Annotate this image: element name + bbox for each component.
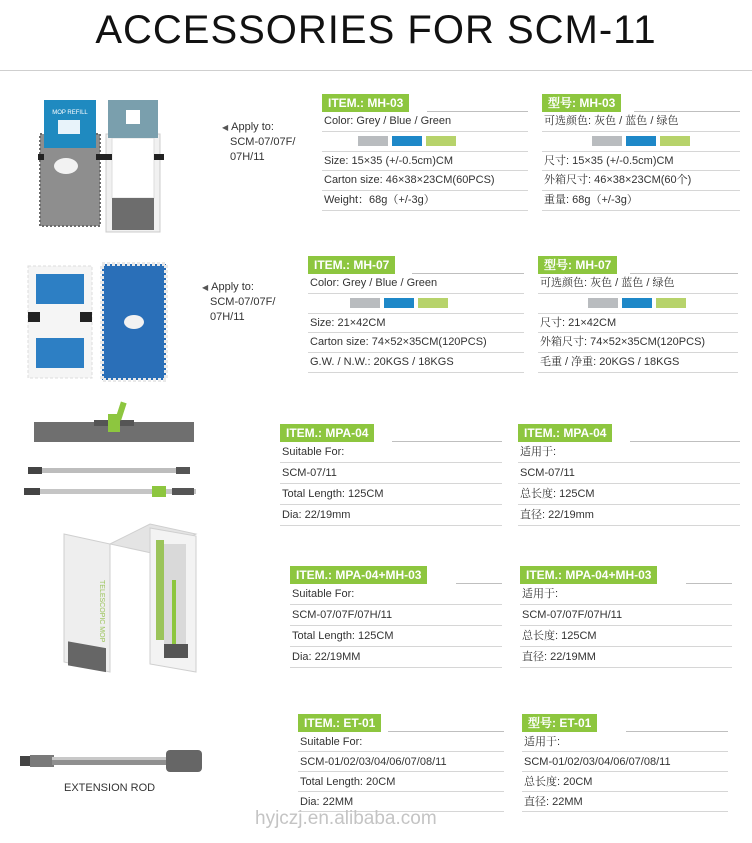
diameter-row: 直径: 22/19MM	[520, 647, 732, 668]
grey-swatch	[588, 298, 618, 308]
item-tag: ITEM.: MH-03	[322, 94, 409, 112]
package-label: MOP REFILL	[52, 110, 88, 116]
mh03-spec-cn	[542, 94, 740, 211]
models-row: SCM-01/02/03/04/06/07/08/11	[522, 752, 728, 772]
color-swatches	[542, 132, 740, 152]
mpa04mh03-spec-en	[290, 566, 502, 668]
grey-swatch	[358, 136, 388, 146]
size-row: Size: 21×42CM	[308, 314, 524, 334]
length-row: Total Length: 20CM	[298, 772, 504, 792]
diameter-row: 直径: 22/19mm	[518, 505, 740, 526]
item-tag: ITEM.: MH-07	[308, 256, 395, 274]
et01-spec-en	[298, 714, 504, 812]
diameter-row: Dia: 22/19mm	[280, 505, 502, 526]
weight-row: 毛重 / 净重: 20KGS / 18KGS	[538, 353, 738, 373]
item-tag: ITEM.: MPA-04	[518, 424, 612, 442]
color-swatches	[308, 294, 524, 314]
apply-models-line1: SCM-07/07F/	[230, 136, 296, 148]
item-tag: ITEM.: MPA-04+MH-03	[290, 566, 427, 584]
mpa04mh03-spec-cn	[520, 566, 732, 668]
extension-rod-caption: EXTENSION ROD	[64, 782, 156, 794]
color-swatches	[322, 132, 528, 152]
length-row: 总长度: 125CM	[520, 626, 732, 647]
diameter-row: Dia: 22MM	[298, 792, 504, 812]
carton-row: Carton size: 74×52×35CM(120PCS)	[308, 333, 524, 353]
suitable-row: 适用于:	[520, 584, 732, 605]
item-tag: ITEM.: ET-01	[298, 714, 381, 732]
blue-swatch	[626, 136, 656, 146]
models-row: SCM-07/07F/07H/11	[520, 605, 732, 626]
item-tag: 型号: MH-03	[542, 94, 621, 112]
item-tag: 型号: ET-01	[522, 714, 597, 732]
suitable-row: Suitable For:	[298, 732, 504, 752]
apply-models-line1: SCM-07/07F/	[210, 296, 276, 308]
title-divider	[0, 70, 752, 71]
page-title: ACCESSORIES FOR SCM-11	[95, 8, 657, 52]
size-row: 尺寸: 15×35 (+/-0.5cm)CM	[542, 152, 740, 172]
blue-swatch	[384, 298, 414, 308]
mh03-apply-to	[222, 120, 295, 165]
models-row: SCM-07/11	[518, 463, 740, 484]
et01-spec-cn	[522, 714, 728, 812]
mop-head-and-poles-image	[22, 400, 207, 510]
carton-row: Carton size: 46×38×23CM(60PCS)	[322, 171, 528, 191]
mh07-apply-to	[202, 280, 275, 325]
mh03-spec-en	[322, 94, 528, 211]
carton-row: 外箱尺寸: 74×52×35CM(120PCS)	[538, 333, 738, 353]
size-row: 尺寸: 21×42CM	[538, 314, 738, 334]
color-row: Color: Grey / Blue / Green	[308, 274, 524, 294]
apply-models-line2: 07H/11	[210, 311, 245, 323]
color-row: 可选颜色: 灰色 / 蓝色 / 绿色	[538, 274, 738, 294]
grey-swatch	[592, 136, 622, 146]
weight-row: 重量: 68g（+/-3g）	[542, 191, 740, 211]
models-row: SCM-07/07F/07H/11	[290, 605, 502, 626]
suitable-row: 适用于:	[518, 442, 740, 463]
mpa04-spec-cn	[518, 424, 740, 526]
suitable-row: 适用于:	[522, 732, 728, 752]
length-row: Total Length: 125CM	[280, 484, 502, 505]
box-label: TELESCOPIC MOP	[98, 580, 105, 643]
models-row: SCM-01/02/03/04/06/07/08/11	[298, 752, 504, 772]
grey-swatch	[350, 298, 380, 308]
suitable-row: Suitable For:	[280, 442, 502, 463]
telescopic-mop-box-image	[60, 520, 200, 685]
weight-row: Weight：68g（+/-3g）	[322, 191, 528, 211]
size-row: Size: 15×35 (+/-0.5cm)CM	[322, 152, 528, 172]
diameter-row: 直径: 22MM	[522, 792, 728, 812]
color-row: Color: Grey / Blue / Green	[322, 112, 528, 132]
mop-refill-package-image	[38, 96, 168, 241]
models-row: SCM-07/11	[280, 463, 502, 484]
microfiber-pad-image	[14, 256, 184, 391]
suitable-row: Suitable For:	[290, 584, 502, 605]
color-swatches	[538, 294, 738, 314]
diameter-row: Dia: 22/19MM	[290, 647, 502, 668]
apply-label: Apply to:	[211, 281, 254, 293]
length-row: 总长度: 20CM	[522, 772, 728, 792]
pointer-arrow-icon: ◀	[222, 123, 229, 132]
item-tag: ITEM.: MPA-04	[280, 424, 374, 442]
green-swatch	[656, 298, 686, 308]
item-tag: ITEM.: MPA-04+MH-03	[520, 566, 657, 584]
mh07-spec-en	[308, 256, 524, 373]
mpa04-spec-en	[280, 424, 502, 526]
pointer-arrow-icon: ◀	[202, 283, 209, 292]
apply-label: Apply to:	[231, 121, 274, 133]
mh07-spec-cn	[538, 256, 738, 373]
weight-row: G.W. / N.W.: 20KGS / 18KGS	[308, 353, 524, 373]
blue-swatch	[622, 298, 652, 308]
extension-rod-image	[16, 744, 206, 783]
blue-swatch	[392, 136, 422, 146]
carton-row: 外箱尺寸: 46×38×23CM(60个)	[542, 171, 740, 191]
green-swatch	[418, 298, 448, 308]
length-row: Total Length: 125CM	[290, 626, 502, 647]
watermark: hyjczj.en.alibaba.com	[255, 808, 437, 829]
length-row: 总长度: 125CM	[518, 484, 740, 505]
color-row: 可选颜色: 灰色 / 蓝色 / 绿色	[542, 112, 740, 132]
item-tag: 型号: MH-07	[538, 256, 617, 274]
apply-models-line2: 07H/11	[230, 151, 265, 163]
green-swatch	[660, 136, 690, 146]
green-swatch	[426, 136, 456, 146]
